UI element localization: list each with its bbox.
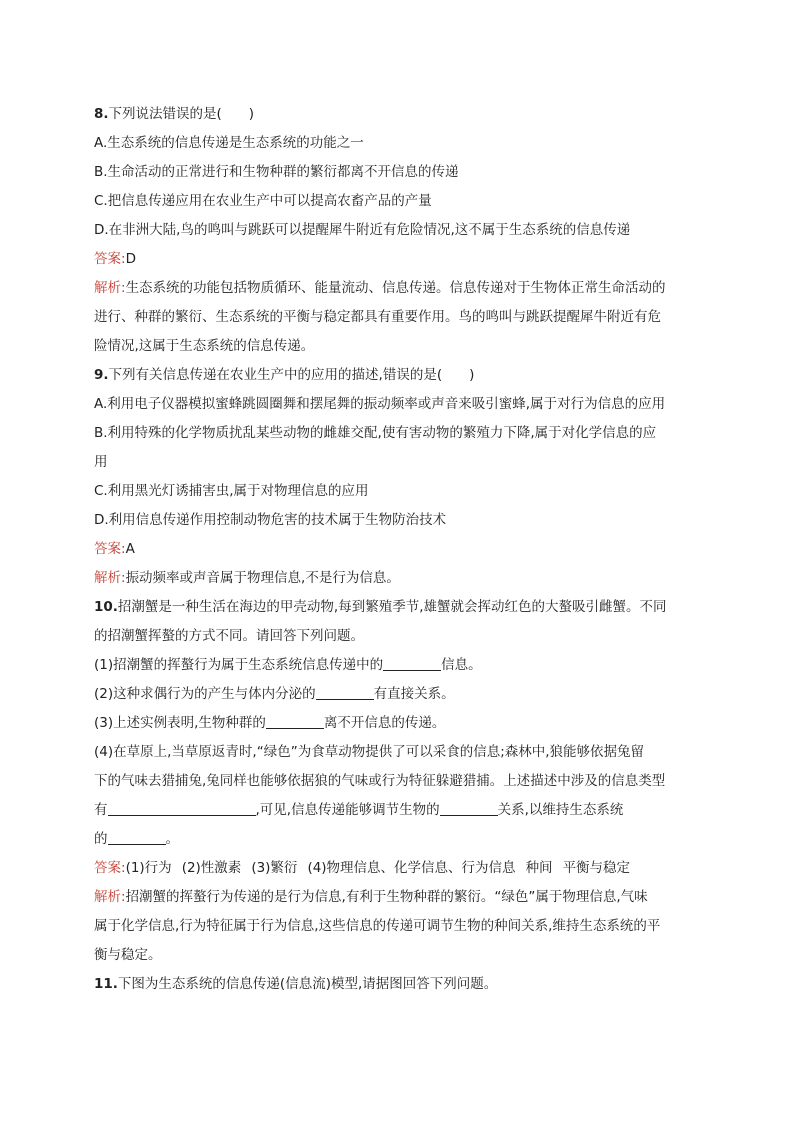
- q9-analysis-text: 振动频率或声音属于物理信息,不是行为信息。: [125, 570, 400, 586]
- q10-sub-1-post: 信息。: [441, 657, 482, 673]
- q10-sub-1-pre: (1)招潮蟹的挥螯行为属于生态系统信息传递中的: [94, 657, 384, 673]
- q8-analysis-text-1: 生态系统的功能包括物质循环、能量流动、信息传递。信息传递对于生物体正常生命活动的: [125, 280, 666, 296]
- q9-answer-label: 答案:: [94, 541, 126, 557]
- q8-option-b: B.生命活动的正常进行和生物种群的繁衍都离不开信息的传递: [94, 164, 459, 180]
- q10-sub-4-blank-3: [108, 830, 166, 845]
- q10-sub-3-post: 离不开信息的传递。: [323, 715, 446, 731]
- q10-sub-4-line-3-mid: ,可见,信息传递能够调节生物的: [255, 802, 440, 818]
- q10-number: 10.: [94, 599, 118, 615]
- q8-option-d: D.在非洲大陆,鸟的鸣叫与跳跃可以提醒犀牛附近有危险情况,这不属于生态系统的信息传递: [94, 222, 631, 238]
- q11-number: 11.: [94, 976, 118, 992]
- q10-sub-1-blank: [383, 656, 441, 671]
- q8-answer-label: 答案:: [94, 251, 126, 267]
- q9-answer-value: A: [125, 541, 135, 557]
- q10-analysis-line-3: 衡与稳定。: [94, 947, 162, 963]
- q9-analysis-label: 解析:: [94, 570, 126, 586]
- q10-sub-4-line-2: 下的气味去猎捕兔,兔同样也能够依据狼的气味或行为特征躲避猎捕。上述描述中涉及的信息类型: [94, 773, 666, 789]
- q10-sub-3-pre: (3)上述实例表明,生物种群的: [94, 715, 266, 731]
- q8-analysis-label: 解析:: [94, 280, 126, 296]
- q9-stem-text: 下列有关信息传递在农业生产中的应用的描述,错误的是( ): [108, 367, 475, 383]
- q10-sub-2: [94, 680, 704, 709]
- q10-stem-text-1: 招潮蟹是一种生活在海边的甲壳动物,每到繁殖季节,雄蟹就会挥动红色的大螯吸引雌蟹。不同: [117, 599, 667, 615]
- q10-sub-1: [94, 651, 704, 680]
- q10-sub-2-pre: (2)这种求偶行为的产生与体内分泌的: [94, 686, 316, 702]
- q10-sub-4-blank-1: [108, 801, 256, 816]
- q10-sub-2-blank: [316, 685, 374, 700]
- q10-answer-part-5: 种间: [525, 860, 553, 876]
- q9-option-b-cont: 用: [94, 454, 108, 470]
- q9-stem: [94, 361, 704, 390]
- q10-answer-part-1: (1)行为: [125, 860, 172, 876]
- q9-option-c: C.利用黑光灯诱捕害虫,属于对物理信息的应用: [94, 483, 369, 499]
- q10-analysis-line-2: 属于化学信息,行为特征属于行为信息,这些信息的传递可调节生物的种间关系,维持生态系统的平: [94, 918, 661, 934]
- q8-option-c: C.把信息传递应用在农业生产中可以提高农畜产品的产量: [94, 193, 432, 209]
- q11-stem-text: 下图为生态系统的信息传递(信息流)模型,请据图回答下列问题。: [117, 976, 498, 992]
- q9-analysis: [94, 564, 704, 593]
- q10-sub-4-line-1: (4)在草原上,当草原返青时,“绿色”为食草动物提供了可以采食的信息;森林中,狼能够依据兔留: [94, 744, 645, 760]
- q9-answer: [94, 535, 704, 564]
- q10-sub-3: [94, 709, 704, 738]
- q10-stem-line-1: [94, 593, 704, 622]
- q10-answer-part-6: 平衡与稳定: [562, 860, 631, 876]
- q10-answer: [94, 854, 704, 883]
- q10-sub-2-post: 有直接关系。: [373, 686, 455, 702]
- q11-stem: [94, 970, 704, 999]
- q10-sub-4-line-3-post: 关系,以维持生态系统: [497, 802, 624, 818]
- q9-option-d: D.利用信息传递作用控制动物危害的技术属于生物防治技术: [94, 512, 447, 528]
- q10-answer-part-4: (4)物理信息、化学信息、行为信息: [307, 860, 516, 876]
- q10-sub-3-blank: [266, 714, 324, 729]
- q9-option-a: A.利用电子仪器模拟蜜蜂跳圆圈舞和摆尾舞的振动频率或声音来吸引蜜蜂,属于对行为信息的应用: [94, 396, 666, 412]
- q10-answer-part-3: (3)繁衍: [251, 860, 298, 876]
- q10-analysis-line-1: [94, 883, 704, 912]
- q10-sub-4-line-3: [94, 796, 704, 825]
- q8-answer-value: D: [125, 251, 136, 267]
- q10-stem-line-2: 的招潮蟹挥螯的方式不同。请回答下列问题。: [94, 628, 364, 644]
- q10-answer-part-2: (2)性激素: [181, 860, 242, 876]
- q10-sub-4-line-4-post: 。: [165, 831, 179, 847]
- q8-stem: [94, 100, 704, 129]
- q10-sub-4-line-3-pre: 有: [94, 802, 108, 818]
- document-page: [94, 100, 704, 999]
- q8-analysis-line-3: 险情况,这属于生态系统的信息传递。: [94, 338, 315, 354]
- q9-number: 9.: [94, 367, 109, 383]
- q8-stem-text: 下列说法错误的是( ): [108, 106, 255, 122]
- q10-sub-4-line-4-pre: 的: [94, 831, 108, 847]
- q10-answer-label: 答案:: [94, 860, 126, 876]
- q8-option-a: A.生态系统的信息传递是生态系统的功能之一: [94, 135, 364, 151]
- q9-option-b: B.利用特殊的化学物质扰乱某些动物的雌雄交配,使有害动物的繁殖力下降,属于对化学信息的应: [94, 425, 657, 441]
- q8-number: 8.: [94, 106, 109, 122]
- q8-analysis-line-1: [94, 274, 704, 303]
- q10-sub-4-blank-2: [440, 801, 498, 816]
- q10-analysis-label: 解析:: [94, 889, 126, 905]
- q10-analysis-text-1: 招潮蟹的挥螯行为传递的是行为信息,有利于生物种群的繁衍。“绿色”属于物理信息,气味: [125, 889, 648, 905]
- q10-sub-4-line-4: [94, 825, 704, 854]
- q8-answer: [94, 245, 704, 274]
- q8-analysis-line-2: 进行、种群的繁衍、生态系统的平衡与稳定都具有重要作用。鸟的鸣叫与跳跃提醒犀牛附近有危: [94, 309, 661, 325]
